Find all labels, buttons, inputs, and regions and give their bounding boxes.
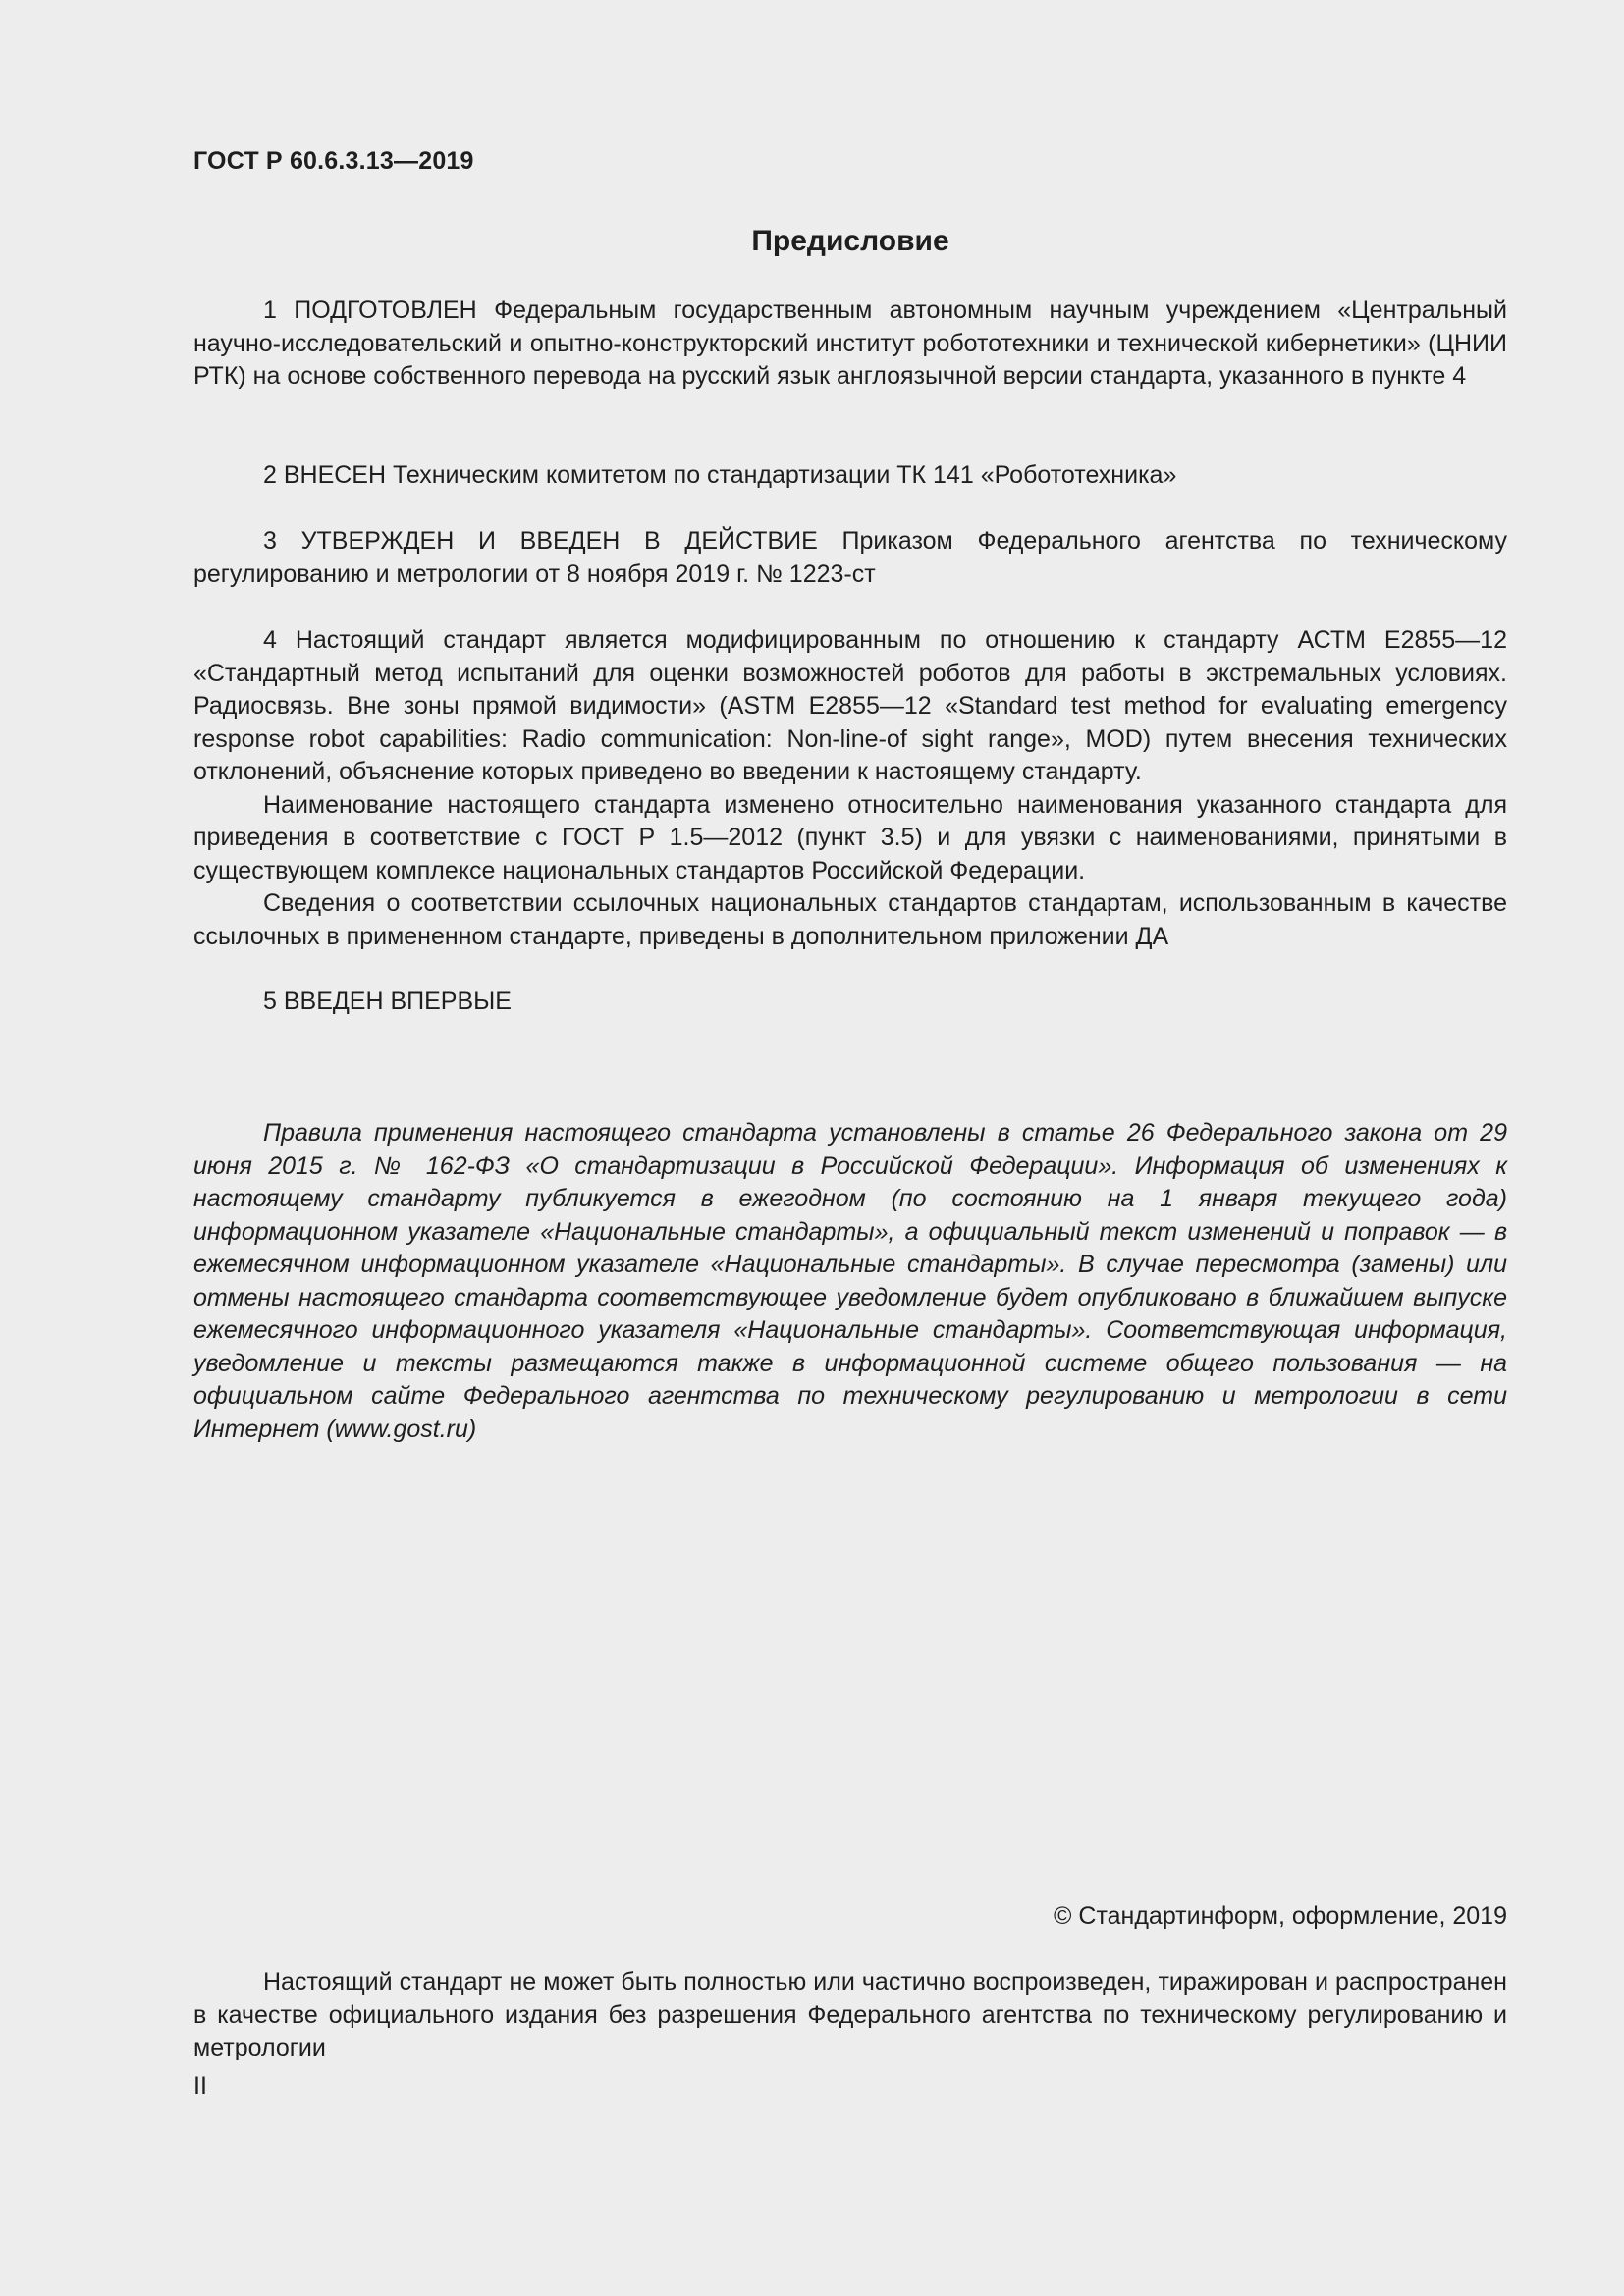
copyright-line: © Стандартинформ, оформление, 2019 — [1054, 1902, 1507, 1930]
application-rules-notice: Правила применения настоящего стандарта установлены в статье 26 Федерального закона от 29 июня 2015 г. № 162-ФЗ «О стандартизации в Российской Федерации». Информация об изменениях к настоящему стандарту публикуется в ежегодном (по состоянию на 1 января текущего года) информационном указателе «Национальные стандарты», а официальный текст изменений и поправок — в ежемесячном информационном указателе «Национальные стандарты». В случае пересмотра (замены) или отмены настоящего стандарта соответствующее уведомление будет опубликовано в ближайшем выпуске ежемесячного информационного указателя «Национальные стандарты». Соответствующая информация, уведомление и тексты размещаются также в информационной системе общего пользования — на официальном сайте Федерального агентства по техническому регулированию и метрологии в сети Интернет (www.gost.ru) — [193, 1119, 1507, 1443]
foreword-item-1: 1 ПОДГОТОВЛЕН Федеральным государственным автономным научным учреждением «Центральный научно-исследовательский и опытно-конструкторский институт робототехники и технической кибернетики» (ЦНИИ РТК) на основе собственного перевода на русский язык англоязычной версии стандарта, указанного в пункте 4 — [193, 296, 1507, 390]
reproduction-notice: Настоящий стандарт не может быть полностью или частично воспроизведен, тиражирован и распространен в качестве официального издания без разрешения Федерального агентства по техническому регулированию и метрологии — [193, 1968, 1507, 2061]
page-number: II — [193, 2072, 207, 2100]
foreword-item-4-paragraph: Наименование настоящего стандарта изменено относительно наименования указанного стандарта для приведения в соответствие с ГОСТ Р 1.5—2012 (пункт 3.5) и для увязки с наименованиями, принятыми в существующем комплексе национальных стандартов Российской Федерации. — [193, 790, 1507, 884]
page-title: Предисловие — [751, 225, 949, 257]
foreword-item-5: 5 ВВЕДЕН ВПЕРВЫЕ — [263, 988, 512, 1015]
document-code: ГОСТ Р 60.6.3.13—2019 — [193, 147, 474, 175]
document-page — [193, 0, 1507, 2296]
foreword-item-2: 2 ВНЕСЕН Техническим комитетом по стандартизации ТК 141 «Робототехника» — [263, 461, 1177, 489]
foreword-item-3: 3 УТВЕРЖДЕН И ВВЕДЕН В ДЕЙСТВИЕ Приказом Федерального агентства по техническому регулированию и метрологии от 8 ноября 2019 г. № 1223-ст — [193, 527, 1507, 588]
foreword-item-4-paragraph: 4 Настоящий стандарт является модифицированным по отношению к стандарту АСТМ Е2855—12 «Стандартный метод испытаний для оценки возможностей роботов для работы в экстремальных условиях. Радиосвязь. Вне зоны прямой видимости» (ASTM E2855—12 «Standard test method for evaluating emergency response robot capabilities: Radio communication: Non-line-of sight range», MOD) путем внесения технических отклонений, объяснение которых приведено во введении к настоящему стандарту. — [193, 626, 1507, 785]
foreword-item-4-paragraph: Сведения о соответствии ссылочных национальных стандартов стандартам, использованным в качестве ссылочных в примененном стандарте, приведены в дополнительном приложении ДА — [193, 889, 1507, 950]
foreword-item-4 — [193, 624, 1507, 953]
